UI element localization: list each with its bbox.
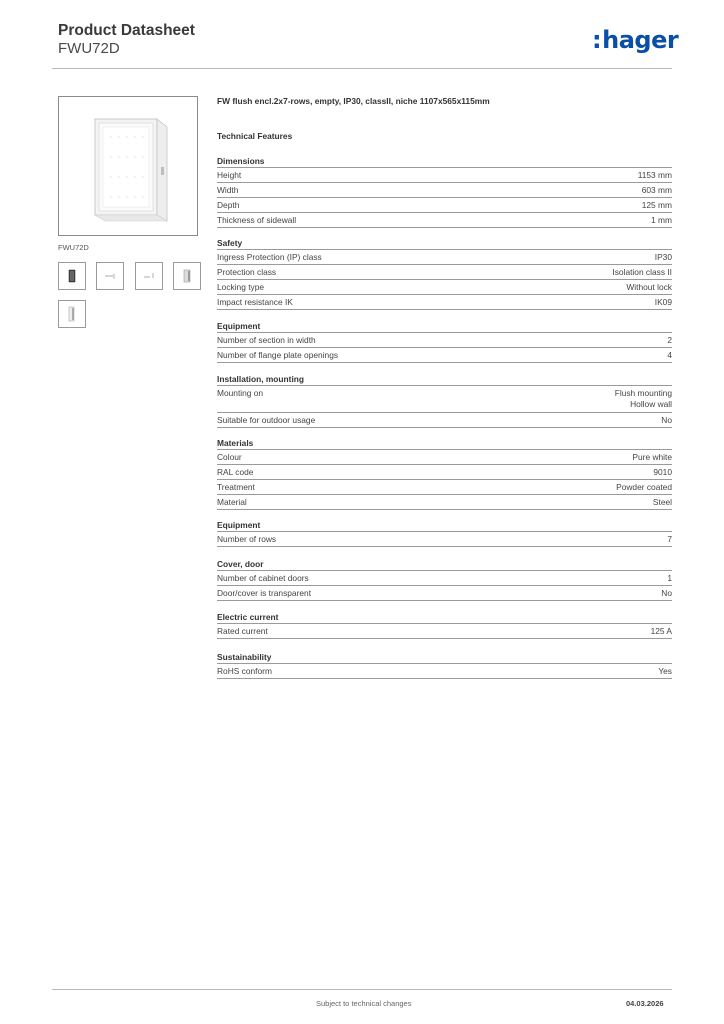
table-row (217, 532, 672, 547)
row-label: Height (217, 170, 242, 180)
row-value: Steel (652, 497, 672, 507)
section-title: Sustainability (217, 649, 672, 664)
row-value: Powder coated (616, 482, 672, 492)
section-equipment (217, 318, 672, 363)
enclosure-angle-icon (59, 301, 85, 327)
footer-divider (52, 989, 672, 990)
row-label: Rated current (217, 626, 268, 636)
table-row (217, 480, 672, 495)
row-label: Depth (217, 200, 240, 210)
row-value: Isolation class II (612, 267, 672, 277)
thumbnail-top-drawing[interactable] (96, 262, 124, 290)
thumbnail-angle-view[interactable] (58, 300, 86, 328)
table-row (217, 198, 672, 213)
section-safety (217, 235, 672, 310)
row-value: Pure white (632, 452, 672, 462)
table-row (217, 624, 672, 639)
table-row (217, 465, 672, 480)
row-value: 1 mm (651, 215, 672, 225)
section-title: Equipment (217, 517, 672, 532)
row-label: Number of flange plate openings (217, 350, 339, 360)
enclosure-illustration (59, 97, 197, 235)
row-value: No (661, 588, 672, 598)
row-label: Number of rows (217, 534, 277, 544)
hager-logo: :hager (592, 26, 679, 54)
section-cover-door (217, 556, 672, 601)
row-value: 2 (667, 335, 672, 345)
page-title: Product Datasheet (58, 22, 195, 39)
row-value: 1153 mm (637, 170, 672, 180)
row-label: Ingress Protection (IP) class (217, 252, 322, 262)
row-label: Mounting on (217, 388, 264, 398)
table-row (217, 333, 672, 348)
section-installation-mounting (217, 371, 672, 428)
thumbnail-open-view[interactable] (173, 262, 201, 290)
row-value: 9010 (653, 467, 672, 477)
table-row (217, 413, 672, 428)
row-label: Suitable for outdoor usage (217, 414, 316, 425)
table-row (217, 586, 672, 601)
row-value: IP30 (654, 252, 672, 262)
row-value-line: Hollow wall (630, 399, 672, 409)
row-value: 125 mm (641, 200, 672, 210)
row-label: Door/cover is transparent (217, 588, 312, 598)
row-label: RoHS conform (217, 666, 272, 676)
row-value: 4 (667, 350, 672, 360)
section-title: Electric current (217, 609, 672, 624)
table-row (217, 213, 672, 228)
table-row (217, 664, 672, 679)
product-description: FW flush encl.2x7-rows, empty, IP30, classII, niche 1107x565x115mm (217, 96, 490, 106)
section-title: Dimensions (217, 153, 672, 168)
row-value: IK09 (654, 297, 672, 307)
drawing-top-icon (97, 263, 123, 289)
thumbnail-front-view[interactable] (58, 262, 86, 290)
row-value: 7 (667, 534, 672, 544)
section-title: Cover, door (217, 556, 672, 571)
section-title: Equipment (217, 318, 672, 333)
table-row (217, 495, 672, 510)
logo-text: hager (602, 26, 679, 54)
footer-note: Subject to technical changes (316, 999, 412, 1008)
section-title: Safety (217, 235, 672, 250)
table-row (217, 265, 672, 280)
row-label: Thickness of sidewall (217, 215, 297, 225)
table-row (217, 183, 672, 198)
footer-date: 04.03.2026 (626, 999, 664, 1008)
product-code: FWU72D (58, 40, 120, 57)
table-row (217, 295, 672, 310)
section-title: Installation, mounting (217, 371, 672, 386)
row-value (615, 388, 672, 410)
row-label: Material (217, 497, 247, 507)
table-row (217, 571, 672, 586)
row-value: No (661, 414, 672, 425)
table-row (217, 386, 672, 413)
section-dimensions (217, 153, 672, 228)
row-label: Protection class (217, 267, 277, 277)
header-divider (52, 68, 672, 69)
section-sustainability (217, 649, 672, 679)
row-value: 125 A (650, 626, 672, 636)
product-main-image (58, 96, 198, 236)
row-label: Impact resistance IK (217, 297, 293, 307)
row-label: Number of section in width (217, 335, 316, 345)
drawing-side-icon (136, 263, 162, 289)
enclosure-open-icon (174, 263, 200, 289)
row-value: 603 mm (641, 185, 672, 195)
row-value: 1 (667, 573, 672, 583)
row-value-line: Flush mounting (614, 388, 672, 398)
table-row (217, 348, 672, 363)
row-label: RAL code (217, 467, 254, 477)
row-label: Number of cabinet doors (217, 573, 309, 583)
row-value: Without lock (626, 282, 672, 292)
row-label: Locking type (217, 282, 265, 292)
row-label: Colour (217, 452, 242, 462)
section-electric-current (217, 609, 672, 639)
technical-features-heading: Technical Features (217, 131, 293, 141)
section-title: Materials (217, 435, 672, 450)
image-caption: FWU72D (58, 243, 89, 252)
table-row (217, 250, 672, 265)
row-label: Treatment (217, 482, 255, 492)
thumbnail-side-drawing[interactable] (135, 262, 163, 290)
enclosure-front-icon (59, 263, 85, 289)
row-value: Yes (658, 666, 672, 676)
row-label: Width (217, 185, 239, 195)
section-equipment-rows (217, 517, 672, 547)
table-row (217, 280, 672, 295)
table-row (217, 450, 672, 465)
table-row (217, 168, 672, 183)
section-materials (217, 435, 672, 510)
